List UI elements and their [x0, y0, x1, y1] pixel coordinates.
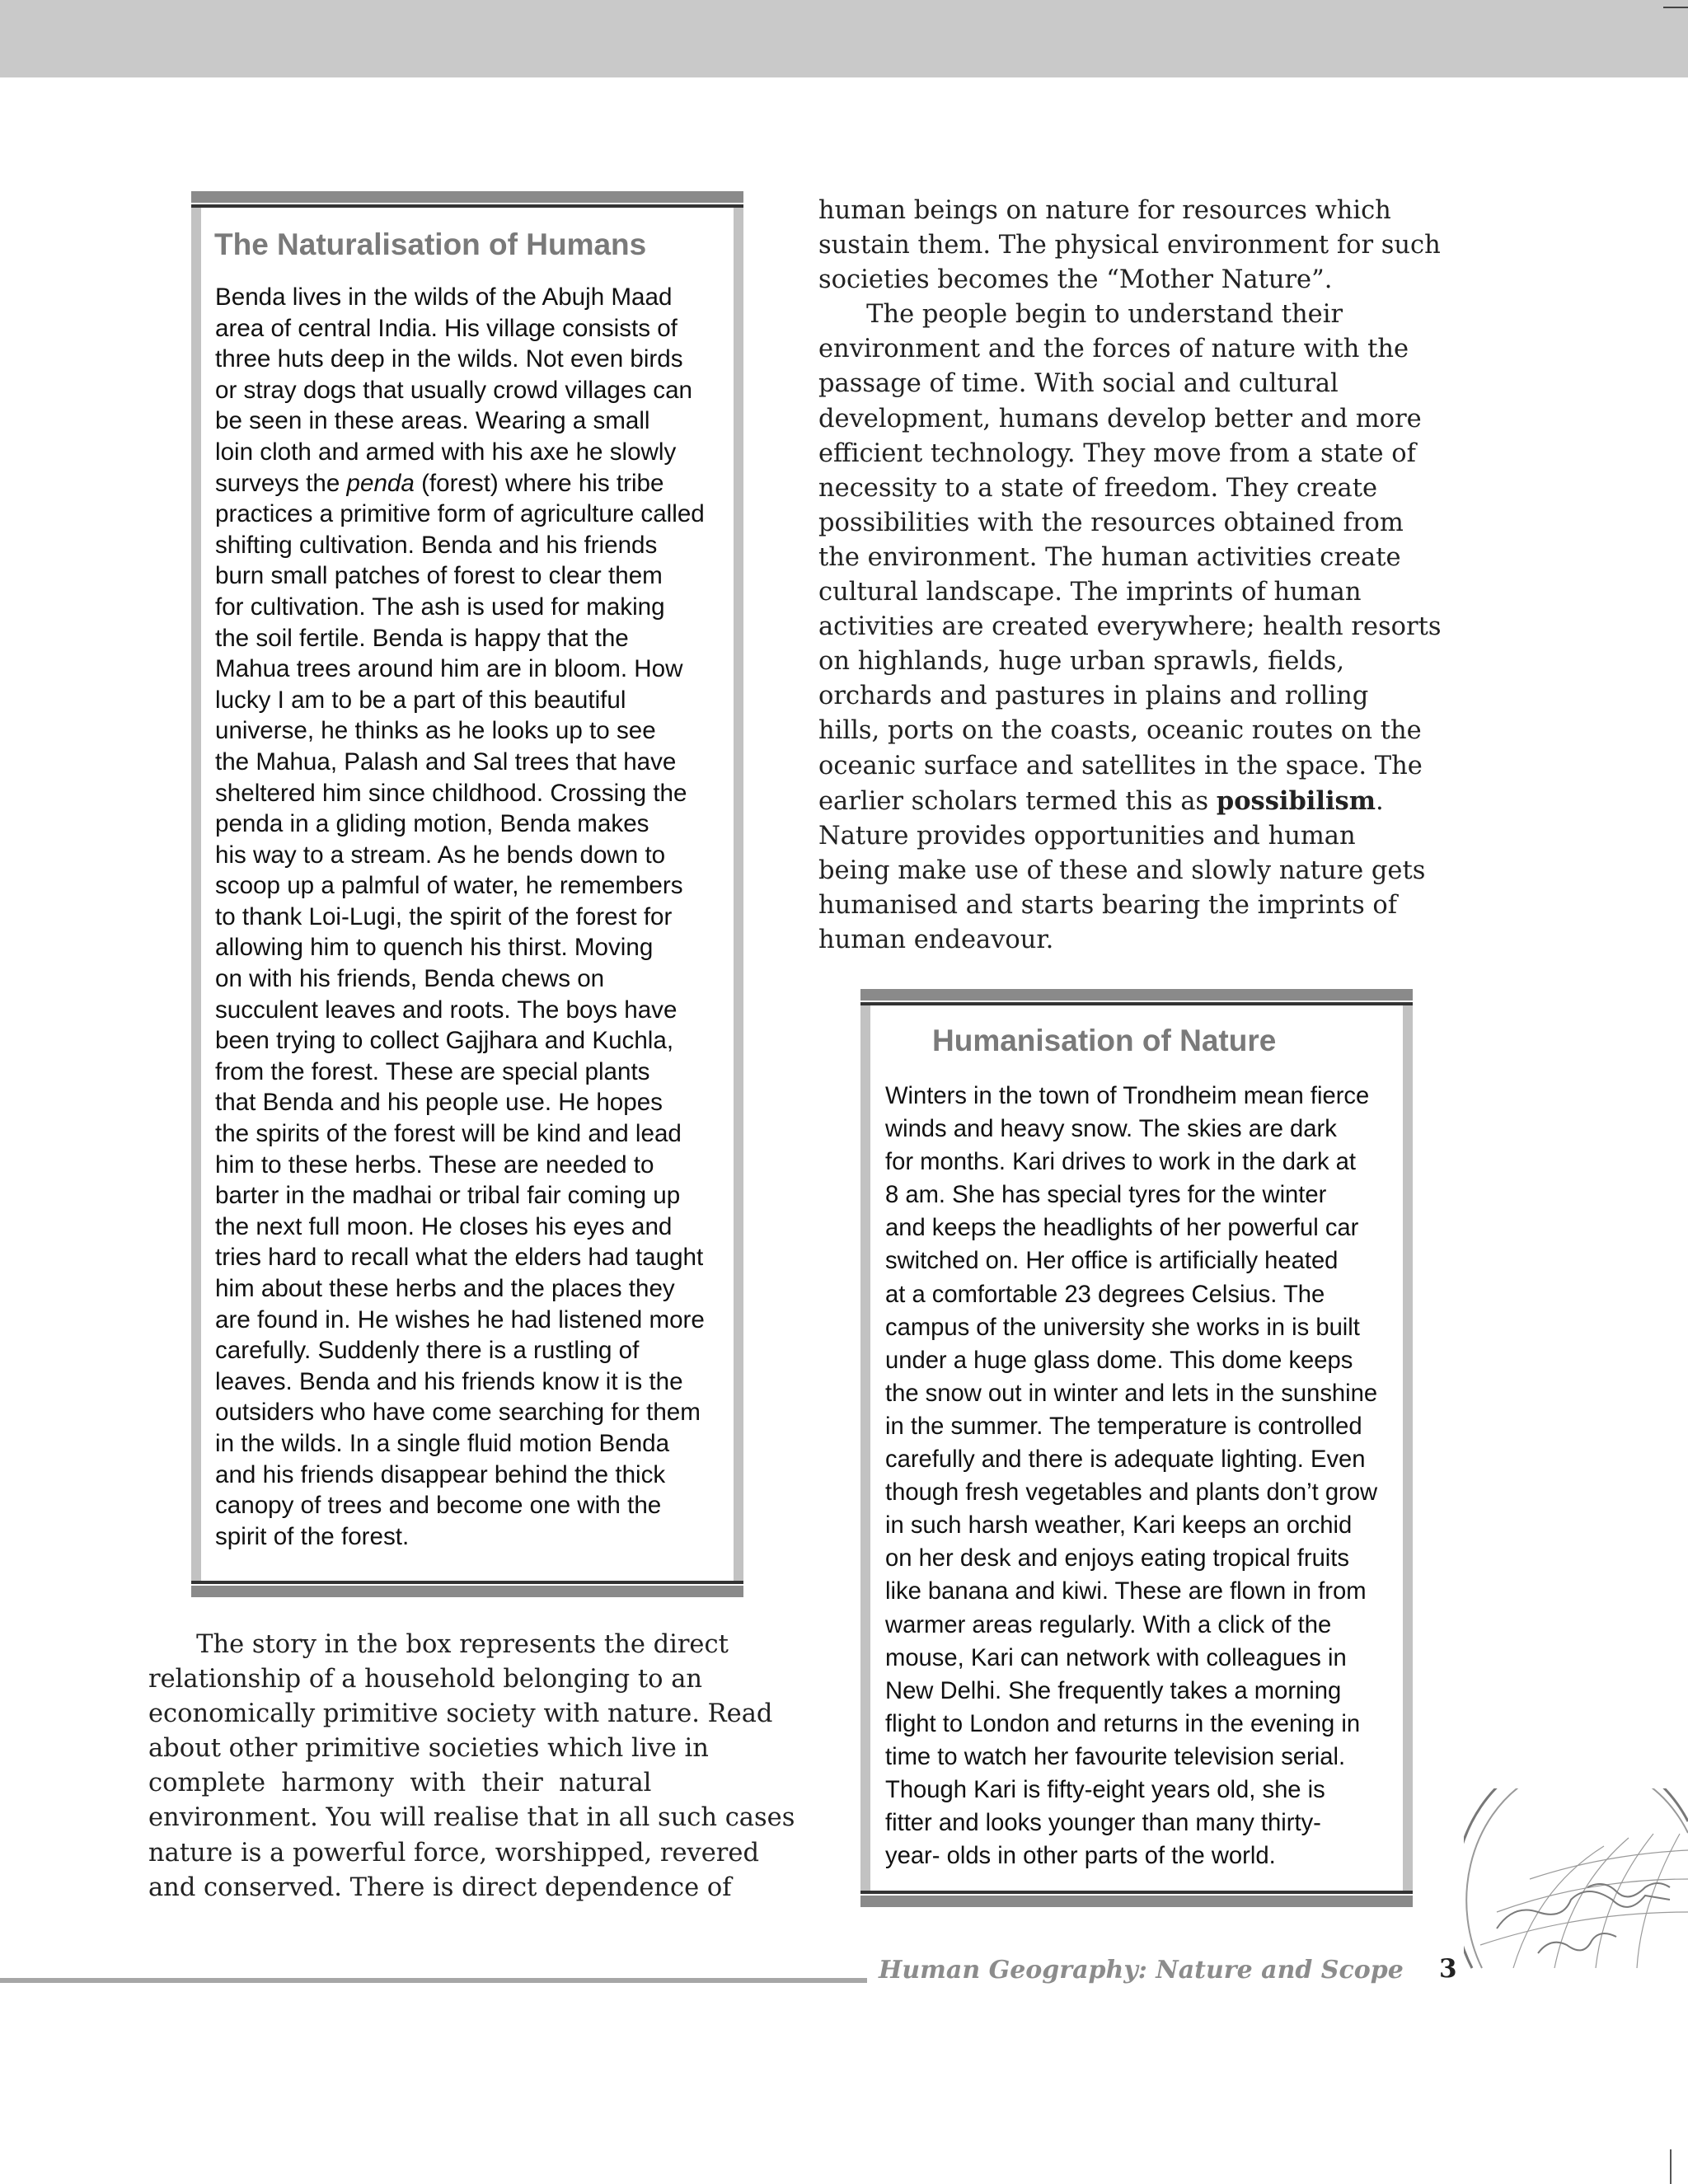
box-text-line: from the forest. These are special plants [215, 1057, 650, 1085]
box-text-line: and his friends disappear behind the thick [215, 1460, 666, 1488]
box-rule [191, 1581, 743, 1584]
paragraph-line: oceanic surface and satellites in the space. The [818, 751, 1423, 780]
box-text-line: loin cloth and armed with his axe he slowly [215, 438, 677, 466]
box-text-line: him to these herbs. These are needed to [215, 1151, 654, 1179]
box-border-left [860, 1005, 870, 1891]
paragraph-line: on highlands, huge urban sprawls, fields, [818, 647, 1345, 677]
box-rule [191, 1586, 743, 1597]
box-text-line: mouse, Kari can network with colleagues in [885, 1644, 1347, 1671]
paragraph-line: complete harmony with their natural [148, 1769, 652, 1798]
box-text-line: the spirits of the forest will be kind and lead [215, 1120, 682, 1148]
paragraph-line: relationship of a household belonging to an [148, 1665, 703, 1694]
paragraph-line: the environment. The human activities create [818, 542, 1401, 572]
box-text-line: Mahua trees around him are in bloom. How [215, 655, 683, 683]
paragraph-line: about other primitive societies which live in [148, 1734, 709, 1764]
box-text-line: switched on. Her office is artificially heated [885, 1248, 1339, 1275]
paragraph-line: nature is a powerful force, worshipped, revered [148, 1838, 759, 1868]
box-rule [191, 191, 743, 203]
box-body [885, 1080, 1377, 1872]
paragraph-line: hills, ports on the coasts, oceanic routes on the [818, 716, 1422, 746]
box-text-line: succulent leaves and roots. The boys have [215, 996, 678, 1024]
paragraph-line: activities are created everywhere; health resorts [818, 612, 1442, 642]
box-text-line: time to watch her favourite television serial. [885, 1743, 1346, 1770]
box-text-line: been trying to collect Gajjhara and Kuchla, [215, 1027, 674, 1055]
box-body [215, 282, 705, 1552]
box-text-line: lucky I am to be a part of this beautiful [215, 686, 626, 714]
box-text-line: tries hard to recall what the elders had taught [215, 1244, 704, 1272]
box-title: Humanisation of Nature [932, 1024, 1277, 1057]
box-text-line: spirit of the forest. [215, 1522, 410, 1550]
box-title: The Naturalisation of Humans [214, 227, 647, 261]
paragraph-line: human endeavour. [818, 925, 1054, 954]
paragraph-line: humanised and starts bearing the imprints of [818, 890, 1398, 920]
box-text-line: fitter and looks younger than many thirty- [885, 1810, 1321, 1837]
italic-term-penda: penda [346, 469, 415, 497]
box-text-line: Benda lives in the wilds of the Abujh Maad [215, 284, 673, 311]
box-rule [860, 989, 1413, 1001]
box-text-line: canopy of trees and become one with the [215, 1492, 662, 1520]
box-border-left [191, 208, 201, 1581]
paragraph-line: orchards and pastures in plains and rolling [818, 682, 1369, 711]
box-text-line: under a huge glass dome. This dome keeps [885, 1347, 1353, 1374]
paragraph-line: and conserved. There is direct dependence of [148, 1872, 732, 1902]
box-text-line: or stray dogs that usually crowd villages can [215, 376, 692, 404]
paragraph-line: development, humans develop better and more [818, 404, 1422, 434]
box-text-line: carefully and there is adequate lighting. Even [885, 1446, 1366, 1474]
box-border-right [734, 208, 743, 1581]
box-text-line: Though Kari is fifty-eight years old, she is [885, 1776, 1325, 1803]
box-text-line: burn small patches of forest to clear them [215, 562, 663, 590]
box-text-line: at a comfortable 23 degrees Celsius. The [885, 1281, 1325, 1308]
paragraph-line: Nature provides opportunities and human [818, 821, 1356, 851]
box-text-line: in the summer. The temperature is controlled [885, 1413, 1362, 1440]
right-column-paragraph [818, 194, 1442, 958]
box-text-line: 8 am. She has special tyres for the winter [885, 1182, 1327, 1209]
paragraph-line: efficient technology. They move from a state of [818, 438, 1416, 468]
box-text-line: him about these herbs and the places they [215, 1275, 675, 1302]
box-rule [860, 1002, 1413, 1005]
box-text-line: Winters in the town of Trondheim mean fierce [885, 1083, 1370, 1109]
box-text-line: on with his friends, Benda chews on [215, 965, 605, 993]
crop-mark [1670, 2149, 1672, 2184]
box-text-line: universe, he thinks as he looks up to see [215, 717, 656, 745]
box-text-line: outsiders who have come searching for them [215, 1399, 701, 1427]
box-text-line: the Mahua, Palash and Sal trees that have [215, 748, 677, 776]
page-number: 3 [1439, 1954, 1457, 1984]
crop-mark [1663, 7, 1688, 8]
box-text-line: area of central India. His village consists of [215, 314, 678, 342]
box-text-line: New Delhi. She frequently takes a morning [885, 1677, 1342, 1704]
footer-rule [0, 1978, 867, 1983]
paragraph-text: earlier scholars termed this as [818, 786, 1217, 816]
box-text-line: allowing him to quench his thirst. Moving [215, 934, 654, 962]
box-border-right [1403, 1005, 1413, 1891]
box-text-line: like banana and kiwi. These are flown in from [885, 1578, 1367, 1605]
box-text-line: to thank Loi-Lugi, the spirit of the forest for [215, 902, 673, 930]
box-text-line: be seen in these areas. Wearing a small [215, 407, 650, 435]
box-text-line: are found in. He wishes he had listened more [215, 1305, 705, 1333]
box-text-line: leaves. Benda and his friends know it is the [215, 1367, 683, 1395]
box-text-line: scoop up a palmful of water, he remembers [215, 872, 683, 900]
paragraph-line: cultural landscape. The imprints of human [818, 578, 1362, 607]
box-text-line: year- olds in other parts of the world. [885, 1843, 1276, 1870]
box-text-line: winds and heavy snow. The skies are dark [885, 1116, 1337, 1143]
paragraph-line [818, 784, 1442, 819]
box-text-line: practices a primitive form of agriculture called [215, 500, 705, 528]
box-text-line: the next full moon. He closes his eyes and [215, 1212, 673, 1240]
box-text-line: in the wilds. In a single fluid motion Benda [215, 1429, 670, 1457]
box-rule [860, 1896, 1413, 1907]
box-text-line: though fresh vegetables and plants don’t grow [885, 1479, 1378, 1507]
box-text-line: barter in the madhai or tribal fair coming up [215, 1182, 681, 1210]
box-text-line: three huts deep in the wilds. Not even birds [215, 345, 683, 373]
box-text-line: flight to London and returns in the evening in [885, 1710, 1361, 1737]
box-text-line: shifting cultivation. Benda and his friends [215, 531, 658, 559]
box-text-line: penda in a gliding motion, Benda makes [215, 810, 649, 838]
paragraph-line: environment. You will realise that in all such cases [148, 1803, 795, 1833]
box-text-line: on her desk and enjoys eating tropical fruits [885, 1545, 1349, 1572]
paragraph-line: necessity to a state of freedom. They create [818, 473, 1378, 503]
box-text-line: surveys the penda (forest) where his tribe [215, 469, 664, 497]
box-text-line: for cultivation. The ash is used for making [215, 593, 665, 621]
box-text-line: the snow out in winter and lets in the sunshine [885, 1380, 1378, 1407]
top-gray-band [0, 0, 1688, 77]
globe-map-icon [1464, 1788, 1688, 1970]
box-naturalisation-of-humans [191, 191, 743, 1597]
key-term-possibilism: possibilism [1216, 785, 1376, 816]
box-text-line: in such harsh weather, Kari keeps an orchid [885, 1512, 1353, 1540]
paragraph-line: societies becomes the “Mother Nature”. [818, 265, 1333, 295]
paragraph-line: passage of time. With social and cultural [818, 369, 1339, 399]
box-text-line: that Benda and his people use. He hopes [215, 1089, 663, 1117]
box-text-line: the soil fertile. Benda is happy that the [215, 624, 629, 652]
footer-book-title: Human Geography: Nature and Scope [879, 1956, 1404, 1985]
box-text-line: sheltered him since childhood. Crossing the [215, 779, 687, 807]
paragraph-text: . [1376, 786, 1384, 816]
box-text-line: and keeps the headlights of her powerful car [885, 1215, 1359, 1242]
paragraph-line: human beings on nature for resources which [818, 196, 1391, 225]
paragraph-line: economically primitive society with nature. Read [148, 1699, 773, 1729]
box-humanisation-of-nature [860, 989, 1413, 1907]
paragraph-line: The people begin to understand their [818, 300, 1343, 330]
box-text-line: his way to a stream. As he bends down to [215, 841, 666, 869]
box-text-line: carefully. Suddenly there is a rustling of [215, 1337, 640, 1365]
box-rule [860, 1891, 1413, 1894]
box-text-line: warmer areas regularly. With a click of the [885, 1611, 1332, 1638]
box-rule [191, 204, 743, 208]
paragraph-line: The story in the box represents the direct [148, 1630, 729, 1659]
paragraph-line: possibilities with the resources obtained from [818, 508, 1404, 537]
paragraph-line: sustain them. The physical environment for such [818, 231, 1441, 260]
paragraph-line: being make use of these and slowly nature gets [818, 855, 1426, 885]
paragraph-line: environment and the forces of nature with the [818, 335, 1409, 364]
left-column-paragraph [148, 1628, 795, 1905]
box-text-line: campus of the university she works in is built [885, 1314, 1360, 1341]
box-text-line: for months. Kari drives to work in the dark at [885, 1149, 1357, 1176]
